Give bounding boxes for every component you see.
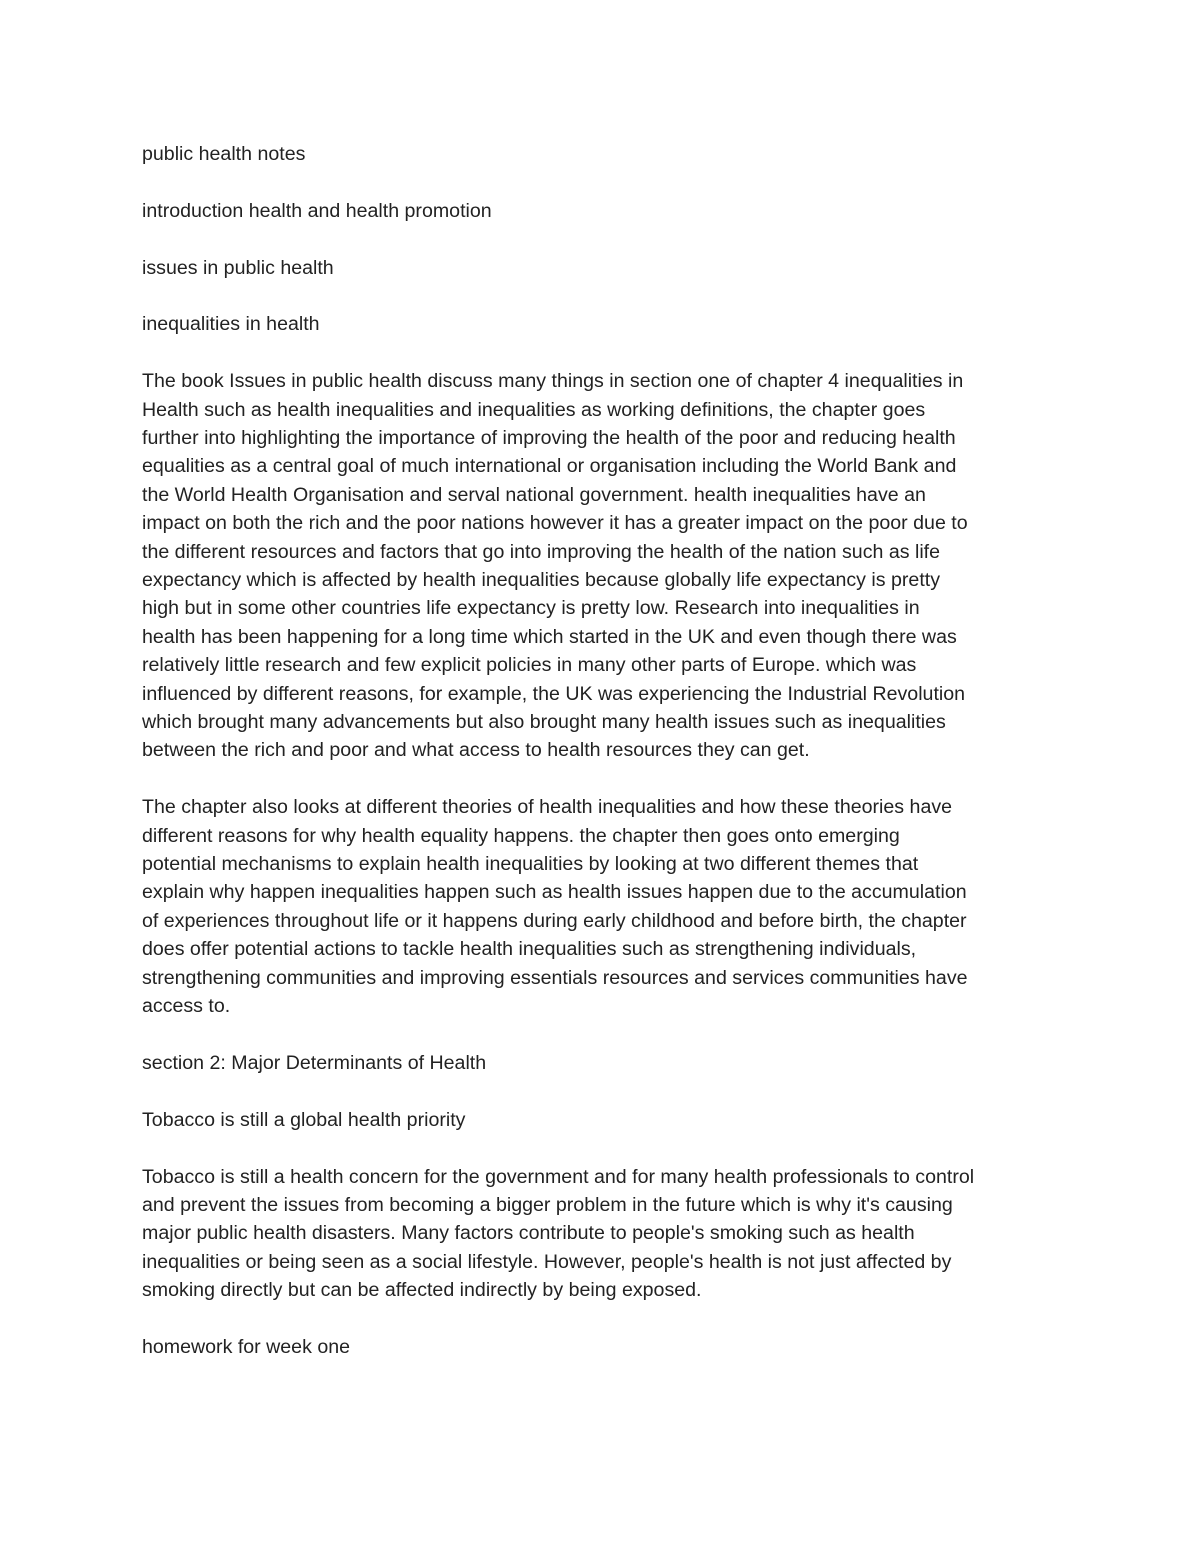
paragraph-line: smoking directly but can be affected indirectly by being exposed. [142,1279,702,1302]
paragraph-tobacco [142,1163,1062,1305]
paragraph-line: Tobacco is still a health concern for the government and for many health professionals to control [142,1165,975,1188]
paragraph-line: strengthening communities and improving essentials resources and services communities have [142,966,968,989]
paragraph-line: influenced by different reasons, for example, the UK was experiencing the Industrial Revolution [142,682,966,705]
heading-tobacco: Tobacco is still a global health priority [142,1108,466,1131]
paragraph-line: The chapter also looks at different theories of health inequalities and how these theories have [142,796,953,819]
paragraph-line: inequalities or being seen as a social lifestyle. However, people's health is not just affected by [142,1250,952,1273]
paragraph-line: equalities as a central goal of much international or organisation including the World Bank and [142,455,957,478]
paragraph-line: relatively little research and few explicit policies in many other parts of Europe. which was [142,654,917,677]
paragraph-line: the World Health Organisation and serval national government. health inequalities have an [142,483,926,506]
heading-issues: issues in public health [142,256,334,279]
paragraph-line: health has been happening for a long time which started in the UK and even though there was [142,625,957,648]
paragraph-line: The book Issues in public health discuss many things in section one of chapter 4 inequalities in [142,370,964,393]
paragraph-line: different reasons for why health equality happens. the chapter then goes onto emerging [142,824,900,847]
paragraph-line: access to. [142,995,231,1018]
paragraph-theories [142,793,1062,1020]
paragraph-line: Health such as health inequalities and inequalities as working definitions, the chapter goes [142,398,926,421]
paragraph-inequalities-intro [142,367,1062,765]
heading-inequalities: inequalities in health [142,313,320,336]
paragraph-line: the different resources and factors that go into improving the health of the nation such as life [142,540,941,563]
paragraph-line: of experiences throughout life or it happens during early childhood and before birth, the chapter [142,909,967,932]
heading-introduction: introduction health and health promotion [142,199,492,222]
document-title: public health notes [142,143,306,165]
document-body [142,140,1062,1390]
paragraph-line: does offer potential actions to tackle health inequalities such as strengthening individuals, [142,938,917,961]
paragraph-line: further into highlighting the importance of improving the health of the poor and reducing health [142,427,956,449]
heading-homework: homework for week one [142,1335,351,1358]
paragraph-line: potential mechanisms to explain health inequalities by looking at two different themes that [142,853,919,876]
paragraph-line: between the rich and poor and what access to health resources they can get. [142,739,810,762]
heading-section-2: section 2: Major Determinants of Health [142,1051,487,1074]
paragraph-line: which brought many advancements but also brought many health issues such as inequalities [142,711,946,734]
paragraph-line: expectancy which is affected by health inequalities because globally life expectancy is pretty [142,569,941,592]
paragraph-line: explain why happen inequalities happen such as health issues happen due to the accumulation [142,881,967,904]
paragraph-line: and prevent the issues from becoming a bigger problem in the future which is why it's causing [142,1193,953,1216]
paragraph-line: impact on both the rich and the poor nations however it has a greater impact on the poor due to [142,512,968,535]
paragraph-line: high but in some other countries life expectancy is pretty low. Research into inequalities in [142,597,920,620]
paragraph-line: major public health disasters. Many factors contribute to people's smoking such as health [142,1222,915,1245]
